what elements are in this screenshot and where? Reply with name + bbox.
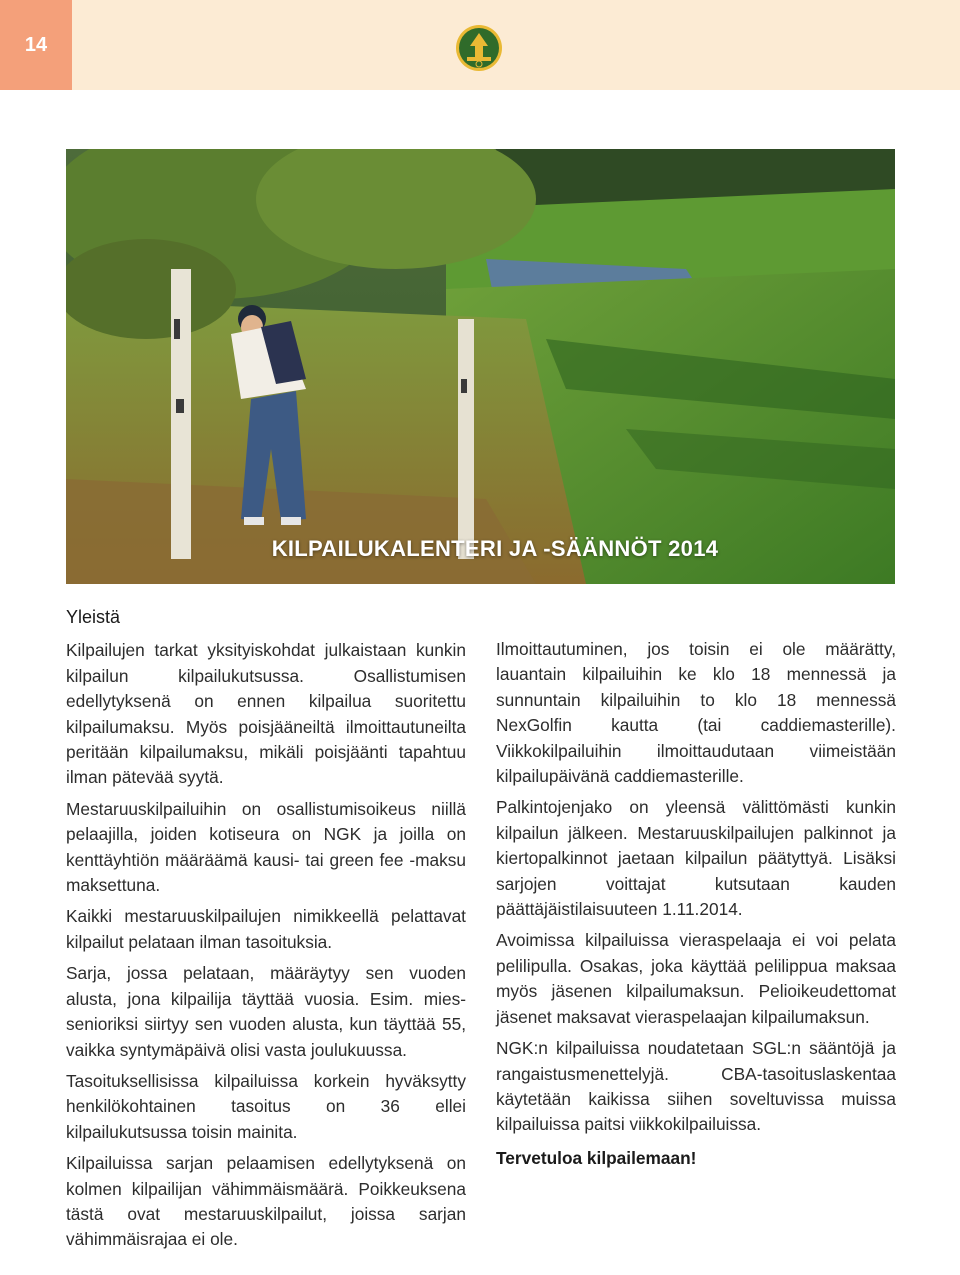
page-number: 14 bbox=[0, 0, 72, 90]
paragraph: Tasoituksellisissa kilpailuissa korkein hyväksytty henkilökohtainen tasoitus on 36 ellei kilpailukutsussa toisin mainita. bbox=[66, 1070, 466, 1142]
paragraph: Avoimissa kilpailuissa vieraspelaaja ei voi pelata pelilipulla. Osakas, joka käyttää pelilippua maksaa myös jäsenen kilpailumaksun. Pelioikeudettomat jäsenet maksavat vieraspelaajan kilpailumaksun. bbox=[496, 930, 896, 1027]
golfer-chipping-photo bbox=[66, 149, 895, 584]
right-column bbox=[496, 637, 896, 1177]
ngk-club-logo-icon bbox=[455, 24, 503, 72]
left-column bbox=[66, 605, 466, 1259]
paragraph: Kilpailuissa sarjan pelaamisen edellytyksenä on kolmen kilpailijan vähimmäismäärä. Poikkeuksena tästä ovat mestaruuskilpailut, joissa sarjan vähimmäisrajaa ei ole. bbox=[66, 1153, 466, 1250]
paragraph: Kaikki mestaruuskilpailujen nimikkeellä pelattavat kilpailut pelataan ilman tasoituksia. bbox=[66, 906, 466, 952]
closing-text: Tervetuloa kilpailemaan! bbox=[496, 1147, 697, 1168]
paragraph: Kilpailujen tarkat yksityiskohdat julkaistaan kunkin kilpailun kilpailukutsussa. Osallistumisen edellytyksenä on ennen kilpailua suoritettu kilpailumaksu. Myös poisjääneiltä ilmoittautuneilta peritään kilpailumaksu, mikäli poisjäänti tapahtuu ilman pätevää syytä. bbox=[66, 640, 466, 788]
page-title: KILPAILUKALENTERI JA -SÄÄNNÖT 2014 bbox=[271, 536, 719, 561]
section-heading: Yleistä bbox=[66, 607, 121, 627]
page-header bbox=[0, 0, 960, 90]
paragraph: Ilmoittautuminen, jos toisin ei ole määrätty, lauantain kilpailuihin ke klo 18 mennessä ja sunnuntain kilpailuihin to klo 18 mennessä NexGolfin kautta (tai caddiemasterille). Viikkokilpailuihin ilmoittaudutaan viimeistään kilpailupäivänä caddiemasterille. bbox=[496, 639, 896, 787]
paragraph: NGK:n kilpailuissa noudatetaan SGL:n sääntöjä ja rangaistusmenettelyjä. CBA-tasoituslaskentaa käytetään kaikissa siihen soveltuvissa muissa kilpailuissa paitsi viikkokilpailuissa. bbox=[496, 1038, 896, 1135]
paragraph: Palkintojenjako on yleensä välittömästi kunkin kilpailun jälkeen. Mestaruuskilpailujen palkinnot ja kiertopalkinnot jaetaan kilpailun päätyttyä. Lisäksi sarjojen voittajat kutsutaan kauden päättäjäistilaisuuteen 1.11.2014. bbox=[496, 797, 896, 920]
paragraph: Sarja, jossa pelataan, määräytyy sen vuoden alusta, jona kilpailija täyttää vuosia. Esim. mies-senioriksi siirtyy sen vuoden alusta, kun täyttää 55, vaikka syntymäpäivä olisi vasta joulukuussa. bbox=[66, 963, 466, 1060]
paragraph: Mestaruuskilpailuihin on osallistumisoikeus niillä pelaajilla, joiden kotiseura on NGK ja joilla on kenttäyhtiön määräämä kausi- tai green fee -maksu maksettuna. bbox=[66, 798, 466, 896]
